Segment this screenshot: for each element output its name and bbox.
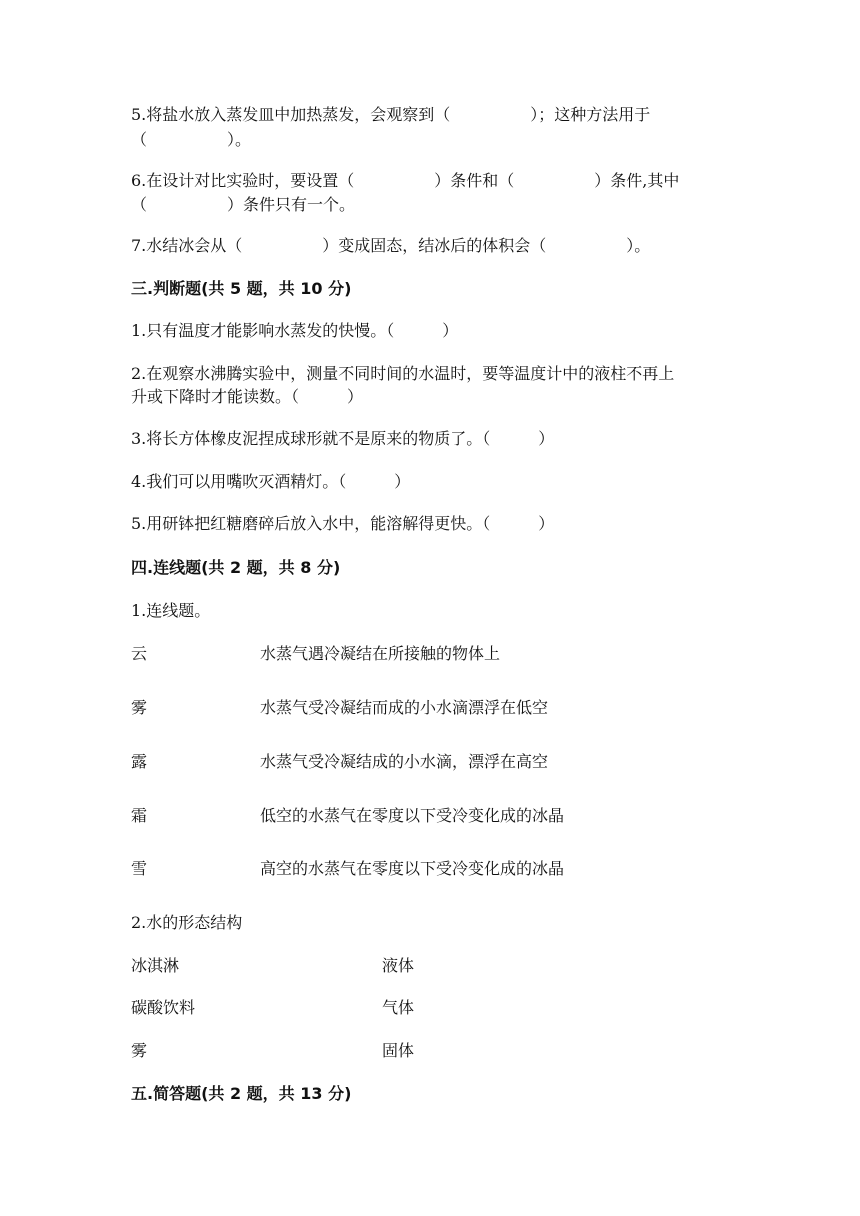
match-q1-left-item: 云 (131, 644, 148, 663)
section-heading-match: 四.连线题(共 2 题，共 8 分) (131, 558, 341, 577)
match-q1-right-item: 水蒸气受冷凝结成的小水滴，漂浮在高空 (260, 752, 549, 771)
match-q1-right-item: 水蒸气受冷凝结而成的小水滴漂浮在低空 (260, 698, 549, 717)
fill-q5-line1: 5.将盐水放入蒸发皿中加热蒸发，会观察到（ ）；这种方法用于 (131, 105, 651, 124)
judge-q3: 3.将长方体橡皮泥捏成球形就不是原来的物质了。（ ） (131, 429, 555, 448)
fill-q6-line2: （ ）条件只有一个。 (131, 195, 356, 214)
match-q1-title: 1.连线题。 (131, 601, 211, 620)
section-heading-judge: 三.判断题(共 5 题，共 10 分) (131, 279, 352, 298)
judge-q2-line1: 2.在观察水沸腾实验中，测量不同时间的水温时，要等温度计中的液柱不再上 (131, 364, 675, 383)
fill-q7-line1: 7.水结冰会从（ ）变成固态，结冰后的体积会（ ）。 (131, 236, 651, 255)
judge-q5: 5.用研钵把红糖磨碎后放入水中，能溶解得更快。（ ） (131, 514, 555, 533)
match-q2-title: 2.水的形态结构 (131, 913, 243, 932)
match-q1-right-item: 低空的水蒸气在零度以下受冷变化成的冰晶 (260, 806, 565, 825)
fill-q6-line1: 6.在设计对比实验时，要设置（ ）条件和（ ）条件,其中 (131, 171, 680, 190)
match-q2-left-item: 冰淇淋 (131, 956, 180, 975)
match-q1-right-item: 高空的水蒸气在零度以下受冷变化成的冰晶 (260, 859, 565, 878)
match-q2-right-item: 液体 (382, 956, 415, 975)
judge-q1: 1.只有温度才能影响水蒸发的快慢。（ ） (131, 321, 459, 340)
judge-q4: 4.我们可以用嘴吹灭酒精灯。（ ） (131, 472, 411, 491)
section-heading-short: 五.简答题(共 2 题，共 13 分) (131, 1084, 352, 1103)
match-q1-left-item: 露 (131, 752, 148, 771)
match-q1-left-item: 雪 (131, 859, 148, 878)
match-q2-left-item: 碳酸饮料 (131, 998, 196, 1017)
match-q2-right-item: 气体 (382, 998, 415, 1017)
match-q2-right-item: 固体 (382, 1041, 415, 1060)
match-q2-left-item: 雾 (131, 1041, 148, 1060)
match-q1-left-item: 雾 (131, 698, 148, 717)
judge-q2-line2: 升或下降时才能读数。（ ） (131, 387, 364, 406)
match-q1-right-item: 水蒸气遇冷凝结在所接触的物体上 (260, 644, 501, 663)
match-q1-left-item: 霜 (131, 806, 148, 825)
fill-q5-line2: （ ）。 (131, 130, 252, 149)
